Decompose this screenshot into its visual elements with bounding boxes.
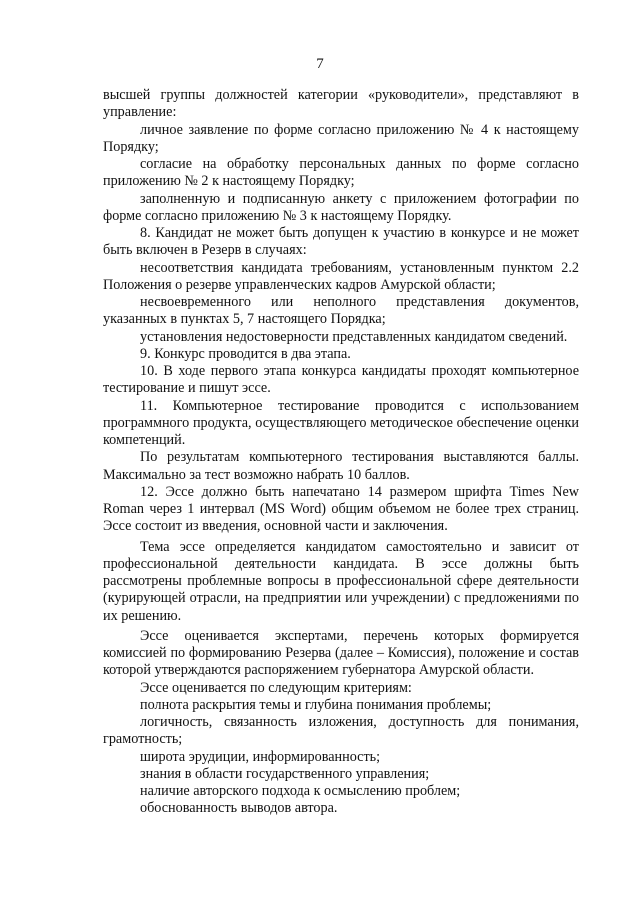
list-item-application: личное заявление по форме согласно приложению № 4 к настоящему Порядку;	[103, 121, 579, 155]
criterion-conclusions: обоснованность выводов автора.	[140, 800, 338, 817]
paragraph-continuation: высшей группы должностей категории «руководители», представляют в управление:	[103, 87, 579, 121]
criterion-knowledge: знания в области государственного управления;	[140, 765, 430, 782]
paragraph-10: 10. В ходе первого этапа конкурса кандидаты проходят компьютерное тестирование и пишут эссе.	[103, 363, 579, 397]
paragraph-9: 9. Конкурс проводится в два этапа.	[140, 345, 351, 362]
list-item-false-info: установления недостоверности представленных кандидатом сведений.	[140, 328, 568, 345]
list-item-nonconformity: несоответствия кандидата требованиям, установленным пунктом 2.2 Положения о резерве управленческих кадров Амурской области;	[103, 259, 579, 293]
paragraph-test-scores: По результатам компьютерного тестирования выставляются баллы. Максимально за тест возможно набрать 10 баллов.	[103, 449, 579, 483]
list-item-consent: согласие на обработку персональных данных по форме согласно приложению № 2 к настоящему Порядку;	[103, 156, 579, 190]
list-item-late-submission: несвоевременного или неполного представления документов, указанных в пунктах 5, 7 настоящего Порядка;	[103, 294, 579, 328]
paragraph-criteria-intro: Эссе оценивается по следующим критериям:	[140, 679, 412, 696]
criterion-author-approach: наличие авторского подхода к осмыслению проблем;	[140, 783, 461, 799]
criterion-logic: логичность, связанность изложения, доступность для понимания, грамотность;	[103, 714, 579, 748]
document-body	[103, 87, 579, 818]
page-number: 7	[316, 56, 324, 72]
paragraph-8: 8. Кандидат не может быть допущен к участию в конкурсе и не может быть включен в Резерв в случаях:	[103, 225, 579, 259]
paragraph-12: 12. Эссе должно быть напечатано 14 размером шрифта Times New Roman через 1 интервал (MS Word) общим объемом не более трех страниц. Эссе состоит из введения, основной части и заключения.	[103, 483, 579, 535]
paragraph-11: 11. Компьютерное тестирование проводится с использованием программного продукта, осуществляющего методическое обеспечение оценки компетенций.	[103, 397, 579, 448]
list-item-questionnaire: заполненную и подписанную анкету с приложением фотографии по форме согласно приложению № 3 к настоящему Порядку.	[103, 190, 579, 224]
criterion-erudition: широта эрудиции, информированность;	[140, 748, 381, 765]
criterion-completeness: полнота раскрытия темы и глубина понимания проблемы;	[140, 696, 492, 713]
paragraph-essay-topic: Тема эссе определяется кандидатом самостоятельно и зависит от профессиональной деятельности кандидата. В эссе должны быть рассмотрены проблемные вопросы в профессиональной сфере деятельности (курирующей отрасли, на предприятии или учреждении) с предложениями по их решению.	[103, 538, 579, 624]
paragraph-essay-experts: Эссе оценивается экспертами, перечень которых формируется комиссией по формированию Резерва (далее – Комиссия), положение и состав которой утверждаются распоряжением губернатора Амурской области.	[103, 627, 579, 679]
